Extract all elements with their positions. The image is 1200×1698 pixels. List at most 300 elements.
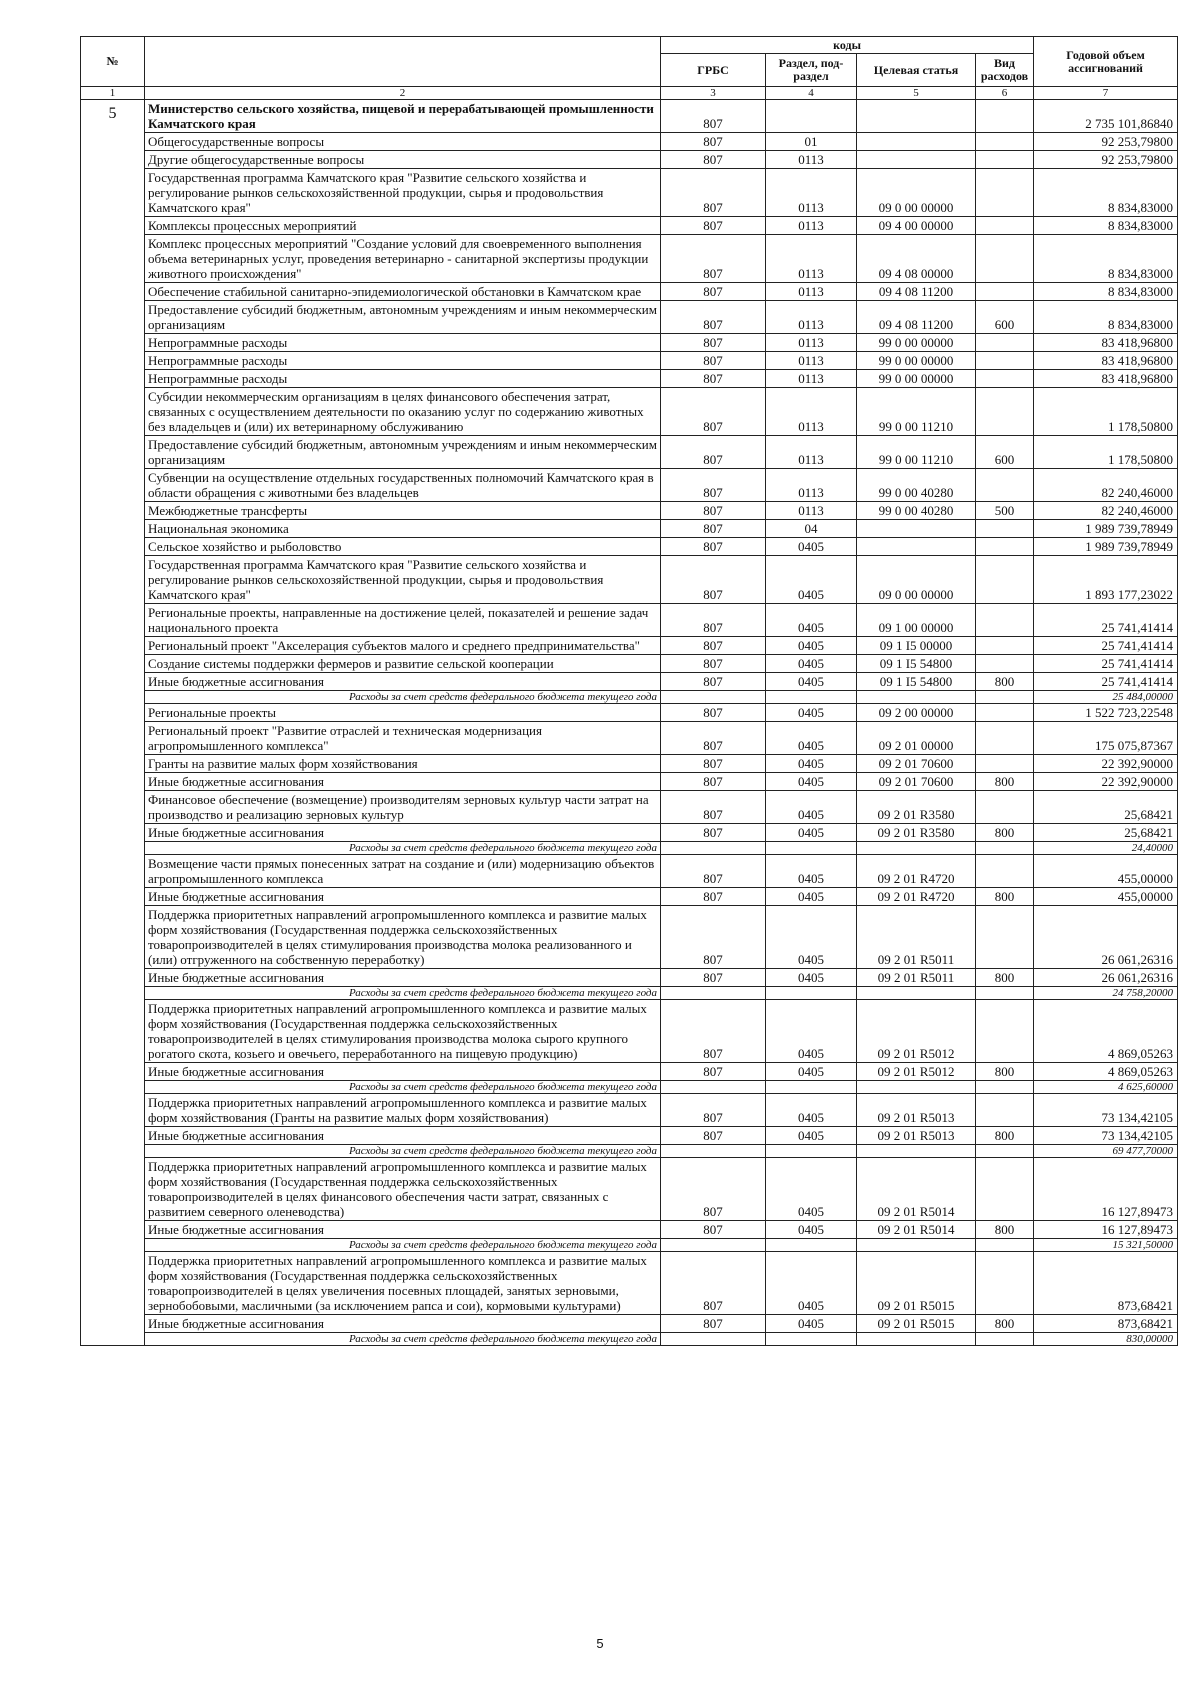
grbs-code <box>661 1239 766 1252</box>
target-code <box>857 1081 976 1094</box>
table-row <box>81 655 1178 673</box>
grbs-code: 807 <box>661 1063 766 1081</box>
expense-type <box>976 169 1034 217</box>
section-code <box>766 842 857 855</box>
grbs-code: 807 <box>661 334 766 352</box>
section-code: 0113 <box>766 217 857 235</box>
table-row <box>81 755 1178 773</box>
grbs-code: 807 <box>661 388 766 436</box>
target-code: 99 0 00 00000 <box>857 334 976 352</box>
section-code: 0405 <box>766 1252 857 1315</box>
amount: 4 869,05263 <box>1034 1000 1178 1063</box>
row-name: Субсидии некоммерческим организациям в целях финансового обеспечения затрат, связанных с осуществлением деятельности по оказанию услуг по содержанию животных без владельцев и (или) их ветеринарному обслуживанию <box>145 388 661 436</box>
grbs-code <box>661 691 766 704</box>
expense-type <box>976 791 1034 824</box>
section-code <box>766 1333 857 1346</box>
section-code: 0113 <box>766 235 857 283</box>
target-code: 09 2 01 R5014 <box>857 1221 976 1239</box>
expense-type: 500 <box>976 502 1034 520</box>
table-row <box>81 100 1178 133</box>
table-row <box>81 283 1178 301</box>
section-code: 0405 <box>766 791 857 824</box>
section-code: 0405 <box>766 855 857 888</box>
amount: 83 418,96800 <box>1034 370 1178 388</box>
table-row <box>81 133 1178 151</box>
expense-type <box>976 217 1034 235</box>
amount: 73 134,42105 <box>1034 1127 1178 1145</box>
target-code: 09 1 I5 00000 <box>857 637 976 655</box>
grbs-code: 807 <box>661 1252 766 1315</box>
row-name: Иные бюджетные ассигнования <box>145 1063 661 1081</box>
section-code <box>766 100 857 133</box>
table-row <box>81 538 1178 556</box>
row-name: Непрограммные расходы <box>145 352 661 370</box>
section-code: 0113 <box>766 370 857 388</box>
grbs-code: 807 <box>661 673 766 691</box>
grbs-code: 807 <box>661 283 766 301</box>
row-name: Общегосударственные вопросы <box>145 133 661 151</box>
row-name: Расходы за счет средств федерального бюджета текущего года <box>145 1239 661 1252</box>
expense-type <box>976 1000 1034 1063</box>
grbs-code: 807 <box>661 855 766 888</box>
table-row <box>81 1252 1178 1315</box>
target-code: 09 2 01 R5012 <box>857 1063 976 1081</box>
grbs-code: 807 <box>661 773 766 791</box>
table-row <box>81 1063 1178 1081</box>
row-name: Поддержка приоритетных направлений агропромышленного комплекса и развитие малых форм хозяйствования (Государственная поддержка сельскохозяйственных товаропроизводителей в целях стимулирования производства молока реализованного и (или) отгруженного на собственную переработку) <box>145 906 661 969</box>
expense-type <box>976 1145 1034 1158</box>
amount: 4 625,60000 <box>1034 1081 1178 1094</box>
expense-type: 800 <box>976 888 1034 906</box>
row-name: Непрограммные расходы <box>145 370 661 388</box>
grbs-code: 807 <box>661 1000 766 1063</box>
section-code: 0405 <box>766 704 857 722</box>
row-name: Поддержка приоритетных направлений агропромышленного комплекса и развитие малых форм хозяйствования (Государственная поддержка сельскохозяйственных товаропроизводителей в целях стимулирования производства молока сырого крупного рогатого скота, козьего и овечьего, переработанного на пищевую продукцию) <box>145 1000 661 1063</box>
grbs-code: 807 <box>661 1315 766 1333</box>
row-name: Другие общегосударственные вопросы <box>145 151 661 169</box>
amount: 4 869,05263 <box>1034 1063 1178 1081</box>
table-row <box>81 1000 1178 1063</box>
row-name: Иные бюджетные ассигнования <box>145 773 661 791</box>
row-name: Государственная программа Камчатского края "Развитие сельского хозяйства и регулирование рынков сельскохозяйственной продукции, сырья и продовольствия Камчатского края" <box>145 556 661 604</box>
table-row <box>81 556 1178 604</box>
row-name: Министерство сельского хозяйства, пищевой и перерабатывающей промышленности Камчатского края <box>145 100 661 133</box>
row-name: Комплексы процессных мероприятий <box>145 217 661 235</box>
row-name: Гранты на развитие малых форм хозяйствования <box>145 755 661 773</box>
grbs-code: 807 <box>661 1127 766 1145</box>
expense-type <box>976 151 1034 169</box>
table-row <box>81 704 1178 722</box>
column-number-row <box>81 87 1178 100</box>
expense-type <box>976 906 1034 969</box>
expense-type <box>976 755 1034 773</box>
table-row <box>81 791 1178 824</box>
amount: 82 240,46000 <box>1034 469 1178 502</box>
table-row <box>81 1127 1178 1145</box>
target-code: 99 0 00 11210 <box>857 436 976 469</box>
section-code: 01 <box>766 133 857 151</box>
target-code: 09 1 00 00000 <box>857 604 976 637</box>
table-row <box>81 301 1178 334</box>
section-code: 0405 <box>766 824 857 842</box>
target-code <box>857 1239 976 1252</box>
expense-type <box>976 133 1034 151</box>
column-number: 5 <box>857 87 976 100</box>
target-code <box>857 520 976 538</box>
grbs-code: 807 <box>661 906 766 969</box>
table-body <box>81 100 1178 1346</box>
expense-type <box>976 1081 1034 1094</box>
federal-funds-row <box>81 1333 1178 1346</box>
table-row <box>81 169 1178 217</box>
amount: 8 834,83000 <box>1034 235 1178 283</box>
column-number: 2 <box>145 87 661 100</box>
amount: 8 834,83000 <box>1034 283 1178 301</box>
amount: 25 741,41414 <box>1034 637 1178 655</box>
header-target: Целевая статья <box>857 54 976 87</box>
table-row <box>81 436 1178 469</box>
federal-funds-row <box>81 1239 1178 1252</box>
amount: 25,68421 <box>1034 791 1178 824</box>
target-code: 09 4 08 11200 <box>857 301 976 334</box>
expense-type <box>976 1158 1034 1221</box>
section-code: 0113 <box>766 388 857 436</box>
section-code: 0405 <box>766 1063 857 1081</box>
amount: 175 075,87367 <box>1034 722 1178 755</box>
target-code: 09 2 01 R5013 <box>857 1094 976 1127</box>
grbs-code: 807 <box>661 604 766 637</box>
grbs-code: 807 <box>661 133 766 151</box>
amount: 92 253,79800 <box>1034 133 1178 151</box>
amount: 15 321,50000 <box>1034 1239 1178 1252</box>
grbs-code: 807 <box>661 755 766 773</box>
amount: 16 127,89473 <box>1034 1221 1178 1239</box>
grbs-code: 807 <box>661 436 766 469</box>
expense-type: 800 <box>976 673 1034 691</box>
target-code: 09 1 I5 54800 <box>857 655 976 673</box>
expense-type <box>976 637 1034 655</box>
section-code: 0405 <box>766 969 857 987</box>
grbs-code: 807 <box>661 637 766 655</box>
section-code: 0405 <box>766 637 857 655</box>
amount: 83 418,96800 <box>1034 352 1178 370</box>
target-code: 09 4 08 11200 <box>857 283 976 301</box>
amount: 455,00000 <box>1034 855 1178 888</box>
expense-type <box>976 1094 1034 1127</box>
row-name: Финансовое обеспечение (возмещение) производителям зерновых культур части затрат на производство и реализацию зерновых культур <box>145 791 661 824</box>
grbs-code: 807 <box>661 1221 766 1239</box>
column-number: 6 <box>976 87 1034 100</box>
table-row <box>81 352 1178 370</box>
row-name: Иные бюджетные ассигнования <box>145 888 661 906</box>
section-code: 0405 <box>766 1315 857 1333</box>
page-number: 5 <box>596 1636 604 1651</box>
target-code: 09 2 01 R5012 <box>857 1000 976 1063</box>
table-row <box>81 855 1178 888</box>
amount: 82 240,46000 <box>1034 502 1178 520</box>
grbs-code: 807 <box>661 169 766 217</box>
grbs-code: 807 <box>661 1158 766 1221</box>
expense-type: 800 <box>976 969 1034 987</box>
target-code <box>857 1333 976 1346</box>
amount: 26 061,26316 <box>1034 969 1178 987</box>
expense-type <box>976 604 1034 637</box>
target-code: 99 0 00 00000 <box>857 370 976 388</box>
table-row <box>81 1094 1178 1127</box>
table-row <box>81 1315 1178 1333</box>
grbs-code: 807 <box>661 1094 766 1127</box>
expense-type: 800 <box>976 1221 1034 1239</box>
section-code: 0113 <box>766 283 857 301</box>
section-code: 0113 <box>766 334 857 352</box>
target-code: 09 2 01 R5011 <box>857 969 976 987</box>
amount: 25 741,41414 <box>1034 673 1178 691</box>
amount: 25 741,41414 <box>1034 655 1178 673</box>
expense-type: 800 <box>976 773 1034 791</box>
target-code: 09 0 00 00000 <box>857 169 976 217</box>
target-code: 09 2 01 R5013 <box>857 1127 976 1145</box>
header-type: Вид расходов <box>976 54 1034 87</box>
target-code <box>857 987 976 1000</box>
section-code: 0405 <box>766 655 857 673</box>
federal-funds-row <box>81 691 1178 704</box>
amount: 22 392,90000 <box>1034 773 1178 791</box>
amount: 873,68421 <box>1034 1315 1178 1333</box>
section-code: 0405 <box>766 1000 857 1063</box>
section-code: 0113 <box>766 469 857 502</box>
header-codes: коды <box>661 37 1034 54</box>
grbs-code: 807 <box>661 100 766 133</box>
target-code: 09 2 01 70600 <box>857 773 976 791</box>
federal-funds-row <box>81 987 1178 1000</box>
amount: 26 061,26316 <box>1034 906 1178 969</box>
grbs-code: 807 <box>661 520 766 538</box>
amount: 873,68421 <box>1034 1252 1178 1315</box>
section-code: 0405 <box>766 755 857 773</box>
row-name: Сельское хозяйство и рыболовство <box>145 538 661 556</box>
expense-type <box>976 283 1034 301</box>
amount: 25 484,00000 <box>1034 691 1178 704</box>
table-row <box>81 1221 1178 1239</box>
grbs-code: 807 <box>661 824 766 842</box>
table-row <box>81 722 1178 755</box>
target-code <box>857 538 976 556</box>
expense-type <box>976 842 1034 855</box>
target-code: 99 0 00 40280 <box>857 469 976 502</box>
expense-type <box>976 1333 1034 1346</box>
table-row <box>81 217 1178 235</box>
budget-table <box>80 36 1178 1346</box>
header-number: № <box>81 37 145 87</box>
expense-type <box>976 855 1034 888</box>
amount: 8 834,83000 <box>1034 169 1178 217</box>
amount: 455,00000 <box>1034 888 1178 906</box>
grbs-code: 807 <box>661 469 766 502</box>
column-number: 1 <box>81 87 145 100</box>
row-name: Иные бюджетные ассигнования <box>145 1221 661 1239</box>
header-row-1 <box>81 37 1178 54</box>
section-code: 0405 <box>766 1158 857 1221</box>
expense-type: 600 <box>976 301 1034 334</box>
row-name: Обеспечение стабильной санитарно-эпидемиологической обстановки в Камчатском крае <box>145 283 661 301</box>
section-code: 0405 <box>766 538 857 556</box>
target-code: 09 2 01 R5015 <box>857 1315 976 1333</box>
column-number: 7 <box>1034 87 1178 100</box>
target-code <box>857 1145 976 1158</box>
table-row <box>81 370 1178 388</box>
header-section: Раздел, под-раздел <box>766 54 857 87</box>
amount: 1 989 739,78949 <box>1034 520 1178 538</box>
header-name <box>145 37 661 87</box>
table-row <box>81 151 1178 169</box>
target-code <box>857 691 976 704</box>
table-row <box>81 824 1178 842</box>
row-name: Предоставление субсидий бюджетным, автономным учреждениям и иным некоммерческим организациям <box>145 436 661 469</box>
grbs-code <box>661 987 766 1000</box>
grbs-code: 807 <box>661 791 766 824</box>
expense-type <box>976 235 1034 283</box>
target-code: 09 0 00 00000 <box>857 556 976 604</box>
target-code: 09 2 01 R5015 <box>857 1252 976 1315</box>
expense-type <box>976 520 1034 538</box>
table-row <box>81 469 1178 502</box>
expense-type: 800 <box>976 1315 1034 1333</box>
section-code: 0113 <box>766 436 857 469</box>
amount: 24 758,20000 <box>1034 987 1178 1000</box>
row-name: Расходы за счет средств федерального бюджета текущего года <box>145 1081 661 1094</box>
grbs-code: 807 <box>661 151 766 169</box>
expense-type <box>976 1252 1034 1315</box>
amount: 83 418,96800 <box>1034 334 1178 352</box>
amount: 25,68421 <box>1034 824 1178 842</box>
row-name: Иные бюджетные ассигнования <box>145 1315 661 1333</box>
expense-type: 600 <box>976 436 1034 469</box>
expense-type <box>976 722 1034 755</box>
section-number: 5 <box>81 100 145 1346</box>
amount: 1 522 723,22548 <box>1034 704 1178 722</box>
target-code: 09 2 01 R3580 <box>857 791 976 824</box>
section-code: 0113 <box>766 169 857 217</box>
expense-type <box>976 691 1034 704</box>
table-row <box>81 604 1178 637</box>
table-row <box>81 235 1178 283</box>
table-row <box>81 637 1178 655</box>
amount: 2 735 101,86840 <box>1034 100 1178 133</box>
grbs-code: 807 <box>661 538 766 556</box>
table-row <box>81 388 1178 436</box>
amount: 73 134,42105 <box>1034 1094 1178 1127</box>
grbs-code: 807 <box>661 655 766 673</box>
grbs-code: 807 <box>661 704 766 722</box>
grbs-code <box>661 1145 766 1158</box>
amount: 24,40000 <box>1034 842 1178 855</box>
grbs-code: 807 <box>661 370 766 388</box>
expense-type <box>976 100 1034 133</box>
row-name: Создание системы поддержки фермеров и развитие сельской кооперации <box>145 655 661 673</box>
grbs-code: 807 <box>661 352 766 370</box>
table-row <box>81 520 1178 538</box>
grbs-code <box>661 842 766 855</box>
column-number: 3 <box>661 87 766 100</box>
section-code: 0405 <box>766 773 857 791</box>
amount: 16 127,89473 <box>1034 1158 1178 1221</box>
grbs-code: 807 <box>661 235 766 283</box>
target-code: 09 4 08 00000 <box>857 235 976 283</box>
target-code <box>857 151 976 169</box>
amount: 25 741,41414 <box>1034 604 1178 637</box>
section-code <box>766 691 857 704</box>
target-code: 09 2 01 R4720 <box>857 855 976 888</box>
expense-type <box>976 469 1034 502</box>
expense-type <box>976 538 1034 556</box>
expense-type: 800 <box>976 1063 1034 1081</box>
section-code: 0405 <box>766 1221 857 1239</box>
budget-sheet <box>80 36 1177 1346</box>
table-row <box>81 906 1178 969</box>
grbs-code: 807 <box>661 969 766 987</box>
expense-type <box>976 334 1034 352</box>
section-code: 0405 <box>766 906 857 969</box>
section-code: 0405 <box>766 1094 857 1127</box>
section-code: 0405 <box>766 1127 857 1145</box>
target-code: 09 1 I5 54800 <box>857 673 976 691</box>
column-number: 4 <box>766 87 857 100</box>
row-name: Национальная экономика <box>145 520 661 538</box>
target-code: 09 2 01 R4720 <box>857 888 976 906</box>
section-code: 0113 <box>766 151 857 169</box>
amount: 1 893 177,23022 <box>1034 556 1178 604</box>
row-name: Межбюджетные трансферты <box>145 502 661 520</box>
row-name: Возмещение части прямых понесенных затрат на создание и (или) модернизацию объектов агропромышленного комплекса <box>145 855 661 888</box>
section-code <box>766 1081 857 1094</box>
target-code: 09 2 01 R3580 <box>857 824 976 842</box>
row-name: Региональный проект "Развитие отраслей и техническая модернизация агропромышленного комплекса" <box>145 722 661 755</box>
table-row <box>81 502 1178 520</box>
grbs-code: 807 <box>661 502 766 520</box>
table-row <box>81 673 1178 691</box>
section-code: 0405 <box>766 673 857 691</box>
section-code: 0113 <box>766 502 857 520</box>
row-name: Государственная программа Камчатского края "Развитие сельского хозяйства и регулирование рынков сельскохозяйственной продукции, сырья и продовольствия Камчатского края" <box>145 169 661 217</box>
row-name: Расходы за счет средств федерального бюджета текущего года <box>145 987 661 1000</box>
target-code: 09 2 00 00000 <box>857 704 976 722</box>
target-code: 09 2 01 70600 <box>857 755 976 773</box>
target-code: 99 0 00 00000 <box>857 352 976 370</box>
amount: 1 989 739,78949 <box>1034 538 1178 556</box>
target-code: 99 0 00 40280 <box>857 502 976 520</box>
expense-type <box>976 1239 1034 1252</box>
section-code: 0113 <box>766 352 857 370</box>
section-code <box>766 1239 857 1252</box>
amount: 1 178,50800 <box>1034 388 1178 436</box>
row-name: Иные бюджетные ассигнования <box>145 673 661 691</box>
row-name: Иные бюджетные ассигнования <box>145 824 661 842</box>
amount: 92 253,79800 <box>1034 151 1178 169</box>
row-name: Региональные проекты <box>145 704 661 722</box>
row-name: Непрограммные расходы <box>145 334 661 352</box>
grbs-code: 807 <box>661 301 766 334</box>
row-name: Поддержка приоритетных направлений агропромышленного комплекса и развитие малых форм хозяйствования (Гранты на развитие малых форм хозяйствования) <box>145 1094 661 1127</box>
expense-type <box>976 704 1034 722</box>
federal-funds-row <box>81 1145 1178 1158</box>
amount: 69 477,70000 <box>1034 1145 1178 1158</box>
expense-type <box>976 556 1034 604</box>
target-code: 99 0 00 11210 <box>857 388 976 436</box>
expense-type <box>976 987 1034 1000</box>
grbs-code: 807 <box>661 888 766 906</box>
expense-type <box>976 655 1034 673</box>
row-name: Расходы за счет средств федерального бюджета текущего года <box>145 1333 661 1346</box>
